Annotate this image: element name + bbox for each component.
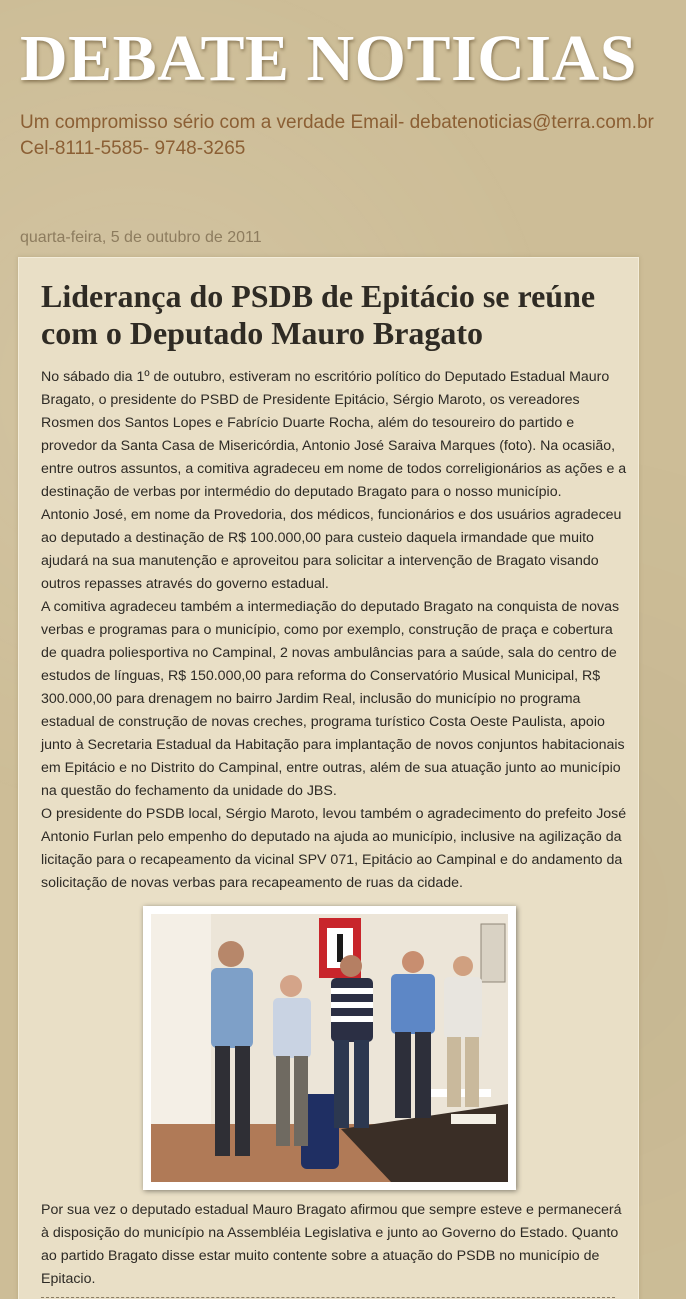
post-divider xyxy=(41,1297,615,1298)
blog-description-line-2: Cel-8111-5585- 9748-3265 xyxy=(20,138,246,159)
blog-description-line-1: Um compromisso sério com a verdade Email- debatenoticias@terra.com.br xyxy=(20,112,654,133)
post-date-header: quarta-feira, 5 de outubro de 2011 xyxy=(20,229,262,246)
post-photo[interactable] xyxy=(143,906,516,1190)
post-paragraph: A comitiva agradeceu também a intermediação do deputado Bragato na conquista de novas verbas e programas para o município, como por exemplo, construção de praça e cobertura de quadra poliesportiva no Campinal, 2 novas ambulâncias para a saúde, sala do centro de estudos de línguas, R$ 150.000,00 para reforma do Conservatório Musical Municipal, R$ 300.000,00 para drenagem no bairro Jardim Real, inclusão do município no programa estadual de construção de novas creches, programa turístico Costa Oeste Paulista, apoio junto à Secretaria Estadual da Habitação para implantação de novos conjuntos habitacionais em Epitácio e no Distrito do Campinal, entre outras, além de sua atuação junto ao município na questão do fechamento da unidade do JBS. xyxy=(41,599,625,799)
blog-description xyxy=(20,110,686,162)
post-body xyxy=(41,366,630,895)
post-title[interactable]: Liderança do PSDB de Epitácio se reúne com o Deputado Mauro Bragato xyxy=(41,278,596,351)
post-paragraph: Antonio José, em nome da Provedoria, dos médicos, funcionários e dos usuários agradeceu ao deputado a destinação de R$ 100.000,00 para custeio daquela irmandade que muito ajudará na sua manutenção e aproveitou para solicitar a intervenção de Bragato visando outros repasses através do governo estadual. xyxy=(41,507,622,592)
post-paragraph: O presidente do PSDB local, Sérgio Maroto, levou também o agradecimento do prefeito José Antonio Furlan pelo empenho do deputado na ajuda ao município, inclusive na agilização da licitação para o recapeamento da vicinal SPV 071, Epitácio ao Campinal e do andamento da solicitação de novas verbas para recapeamento de ruas da cidade. xyxy=(41,806,627,891)
post-closing-paragraph: Por sua vez o deputado estadual Mauro Bragato afirmou que sempre esteve e permanecerá à disposição do município na Assembléia Legislativa e junto ao Governo do Estado. Quanto ao partido Bragato disse estar muito contente sobre a atuação do PSDB no município de Epitacio. xyxy=(41,1202,622,1287)
group-photo-image xyxy=(151,914,508,1182)
blog-title[interactable]: DEBATE NOTICIAS xyxy=(20,22,637,95)
post-paragraph: No sábado dia 1º de outubro, estiveram no escritório político do Deputado Estadual Mauro Bragato, o presidente do PSBD de Presidente Epitácio, Sérgio Maroto, os vereadores Rosmen dos Santos Lopes e Fabrício Duarte Rocha, além do tesoureiro do partido e provedor da Santa Casa de Misericórdia, Antonio José Saraiva Marques (foto). Na ocasião, entre outros assuntos, a comitiva agradeceu em nome de todos correligionários as ações e a destinação de verbas por intermédio do deputado Bragato para o nosso município. xyxy=(41,369,627,500)
